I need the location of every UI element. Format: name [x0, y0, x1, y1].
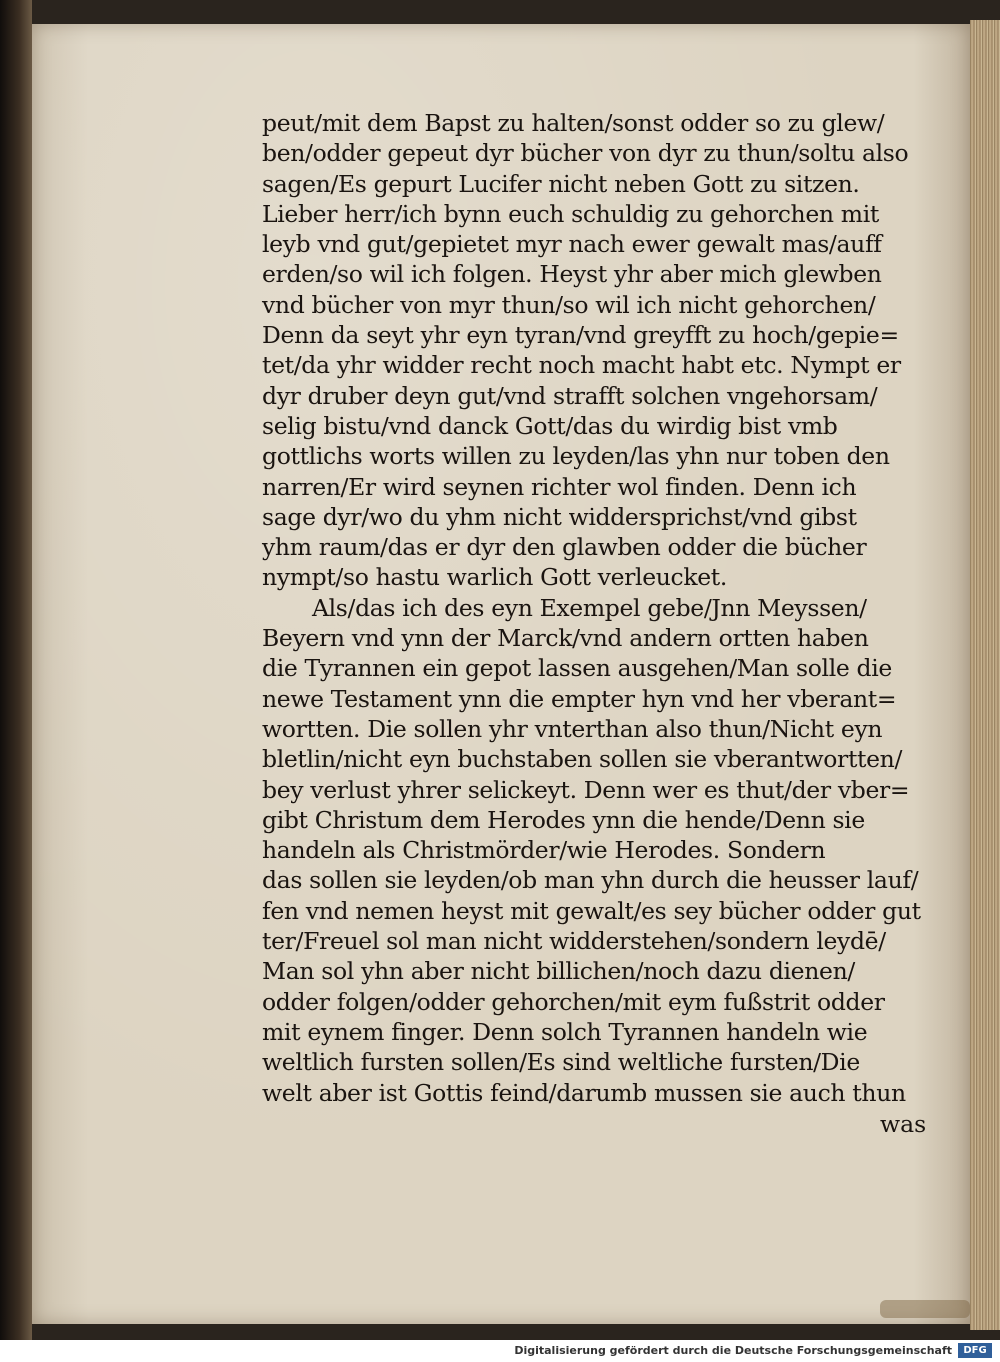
text-line: yhm raum/das er dyr den glawben odder die bücher — [262, 533, 867, 562]
page-text — [262, 108, 952, 1108]
page-stack-edge — [970, 20, 1000, 1330]
text-line: peut/mit dem Bapst zu halten/sonst odder so zu glew/ — [262, 109, 885, 137]
text-line: selig bistu/vnd danck Gott/das du wirdig bist vmb — [262, 411, 838, 440]
text-line: fen vnd nemen heyst mit gewalt/es sey bücher odder gut — [262, 896, 921, 925]
text-line: Beyern vnd ynn der Marck/vnd andern ortten haben — [262, 624, 869, 653]
text-line: odder folgen/odder gehorchen/mit eym fußstrit odder — [262, 987, 885, 1016]
text-line: Denn da seyt yhr eyn tyran/vnd greyfft zu hoch/gepie= — [262, 321, 899, 350]
text-line: newe Testament ynn die empter hyn vnd her vberant= — [262, 684, 897, 713]
text-line: die Tyrannen ein gepot lassen ausgehen/Man solle die — [262, 654, 892, 683]
text-line: mit eynem finger. Denn solch Tyrannen handeln wie — [262, 1017, 868, 1046]
text-line: Man sol yhn aber nicht billichen/noch dazu dienen/ — [262, 957, 855, 986]
text-line: das sollen sie leyden/ob man yhn durch die heusser lauf/ — [262, 866, 919, 895]
text-line: ter/Freuel sol man nicht widderstehen/sondern leydē/ — [262, 927, 886, 956]
text-line: handeln als Christmörder/wie Herodes. Sondern — [262, 836, 826, 865]
text-line: vnd bücher von myr thun/so wil ich nicht gehorchen/ — [262, 290, 876, 319]
text-line: tet/da yhr widder recht noch macht habt etc. Nympt er — [262, 351, 901, 380]
text-line: sage dyr/wo du yhm nicht widdersprichst/vnd gibst — [262, 502, 857, 531]
text-line: Lieber herr/ich bynn euch schuldig zu gehorchen mit — [262, 199, 879, 228]
book-binding-edge — [0, 0, 32, 1340]
text-line: leyb vnd gut/gepietet myr nach ewer gewalt mas/auff — [262, 230, 882, 259]
text-line: weltlich fursten sollen/Es sind weltliche fursten/Die — [262, 1048, 860, 1077]
text-line: narren/Er wird seynen richter wol finden. Denn ich — [262, 472, 857, 501]
funding-credit: Digitalisierung gefördert durch die Deutsche Forschungsgemeinschaft — [514, 1344, 952, 1357]
catchword: was — [880, 1110, 927, 1138]
paragraph-start-line: Als/das ich des eyn Exempel gebe/Jnn Meyssen/ — [312, 593, 867, 622]
footer-bar — [0, 1340, 1000, 1362]
text-line: nympt/so hastu warlich Gott verleucket. — [262, 563, 728, 592]
text-line: wortten. Die sollen yhr vnterthan also thun/Nicht eyn — [262, 714, 883, 743]
text-line: ben/odder gepeut dyr bücher von dyr zu thun/soltu also — [262, 139, 909, 168]
text-line: welt aber ist Gottis feind/darumb mussen sie auch thun — [262, 1078, 906, 1107]
text-line: gibt Christum dem Herodes ynn die hende/Denn sie — [262, 805, 865, 834]
text-line: sagen/Es gepurt Lucifer nicht neben Gott zu sitzen. — [262, 169, 860, 198]
text-line: erden/so wil ich folgen. Heyst yhr aber mich glewben — [262, 260, 882, 289]
dfg-logo: DFG — [958, 1343, 992, 1358]
text-line: dyr druber deyn gut/vnd strafft solchen vngehorsam/ — [262, 381, 878, 410]
text-line: bletlin/nicht eyn buchstaben sollen sie vberantwortten/ — [262, 745, 903, 774]
text-line: gottlichs worts willen zu leyden/las yhn nur toben den — [262, 442, 890, 471]
text-line: bey verlust yhrer selickeyt. Denn wer es thut/der vber= — [262, 775, 910, 804]
page-stain — [880, 1300, 970, 1318]
